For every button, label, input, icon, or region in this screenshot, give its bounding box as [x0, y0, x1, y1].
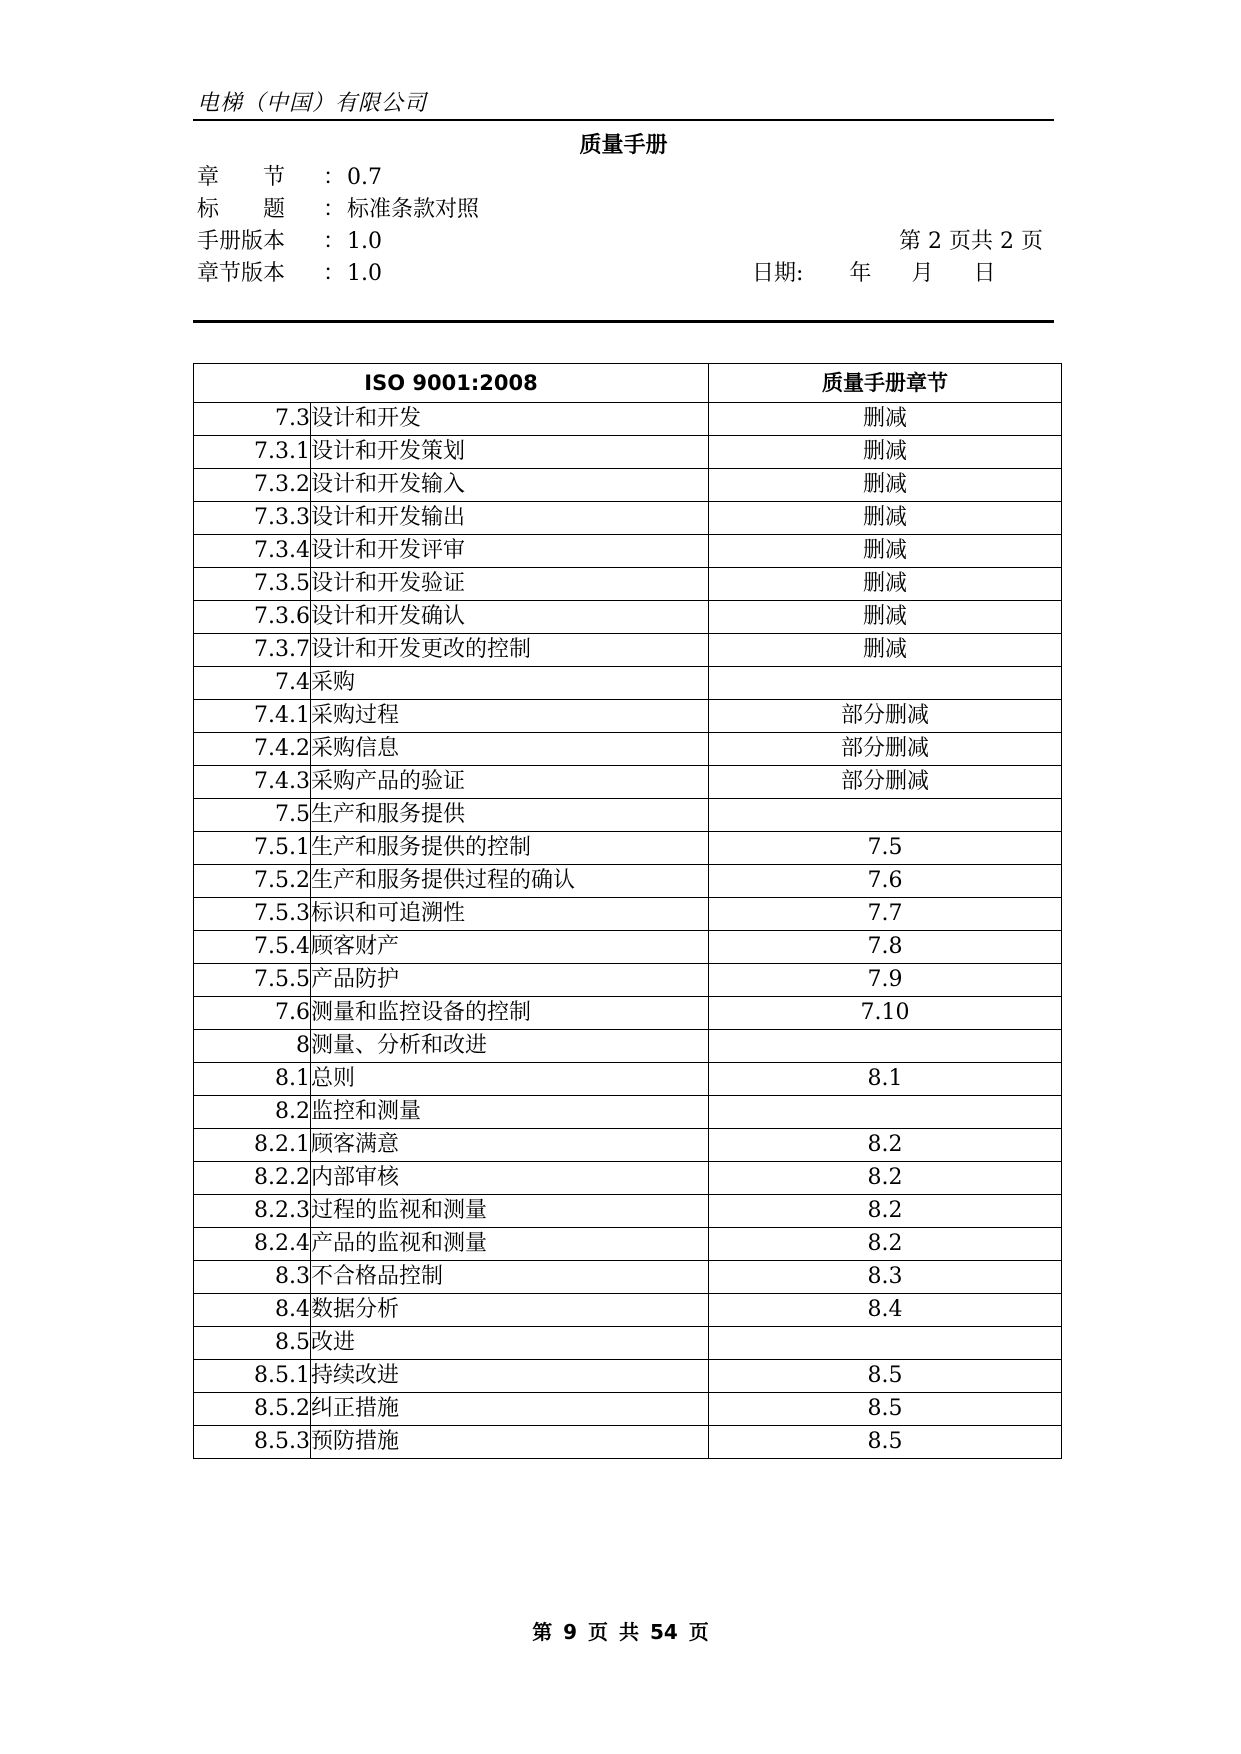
- table-row: [194, 634, 1062, 667]
- table-row: [194, 865, 1062, 898]
- clause-number: 8.2.2: [194, 1162, 311, 1195]
- table-header-row: [194, 364, 1062, 403]
- manual-chapter: 7.8: [709, 931, 1062, 964]
- manual-chapter: 7.5: [709, 832, 1062, 865]
- chapter-colon: ：: [323, 165, 346, 190]
- table-row: [194, 1030, 1062, 1063]
- manual-chapter: [709, 799, 1062, 832]
- clause-number: 7.5.3: [194, 898, 311, 931]
- clause-number: 8.2: [194, 1096, 311, 1129]
- date-year: 年: [849, 261, 872, 286]
- manual-chapter: 部分删减: [709, 766, 1062, 799]
- clause-number: 7.5.1: [194, 832, 311, 865]
- clause-name: 设计和开发验证: [311, 568, 709, 601]
- table-row: [194, 1327, 1062, 1360]
- table-row: [194, 964, 1062, 997]
- table-row: [194, 898, 1062, 931]
- clause-number: 8.5.2: [194, 1393, 311, 1426]
- manual-chapter: 8.3: [709, 1261, 1062, 1294]
- header-iso: ISO 9001:2008: [194, 364, 709, 403]
- table-row: [194, 1195, 1062, 1228]
- clause-name: 总则: [311, 1063, 709, 1096]
- meta-manual-version: [197, 224, 382, 255]
- manual-chapter: [709, 1030, 1062, 1063]
- clause-number: 7.4: [194, 667, 311, 700]
- table-row: [194, 1162, 1062, 1195]
- table-row: [194, 1360, 1062, 1393]
- clause-name: 纠正措施: [311, 1393, 709, 1426]
- table-row: [194, 1426, 1062, 1459]
- manual-chapter: [709, 1096, 1062, 1129]
- manual-chapter: 删减: [709, 403, 1062, 436]
- clause-number: 8.2.4: [194, 1228, 311, 1261]
- clause-name: 设计和开发策划: [311, 436, 709, 469]
- manual-chapter: 8.5: [709, 1360, 1062, 1393]
- clause-name: 过程的监视和测量: [311, 1195, 709, 1228]
- table-body: [194, 403, 1062, 1459]
- clause-name: 设计和开发: [311, 403, 709, 436]
- clause-name: 顾客满意: [311, 1129, 709, 1162]
- clause-name: 设计和开发评审: [311, 535, 709, 568]
- meta-divider: [193, 320, 1054, 323]
- chapter-label: 章 节: [197, 165, 286, 190]
- company-name: 电梯（中国）有限公司: [197, 91, 428, 116]
- table-row: [194, 832, 1062, 865]
- manual-chapter: 删减: [709, 535, 1062, 568]
- clause-number: 7.3.7: [194, 634, 311, 667]
- clause-name: 采购过程: [311, 700, 709, 733]
- table-row: [194, 469, 1062, 502]
- title-value: 标准条款对照: [347, 197, 480, 222]
- clause-number: 8.2.1: [194, 1129, 311, 1162]
- date-field: [752, 256, 995, 287]
- clause-name: 采购: [311, 667, 709, 700]
- chapter-version-colon: ：: [323, 261, 346, 286]
- table-row: [194, 1393, 1062, 1426]
- clause-number: 8: [194, 1030, 311, 1063]
- table-row: [194, 700, 1062, 733]
- clause-number: 7.3.2: [194, 469, 311, 502]
- table-row: [194, 568, 1062, 601]
- table-row: [194, 502, 1062, 535]
- clause-number: 7.3.4: [194, 535, 311, 568]
- chapter-value: 0.7: [347, 165, 382, 190]
- table-row: [194, 766, 1062, 799]
- clause-number: 7.3.1: [194, 436, 311, 469]
- clause-name: 采购产品的验证: [311, 766, 709, 799]
- manual-chapter: 8.4: [709, 1294, 1062, 1327]
- clause-name: 标识和可追溯性: [311, 898, 709, 931]
- clause-name: 设计和开发输入: [311, 469, 709, 502]
- manual-chapter: 删减: [709, 568, 1062, 601]
- clause-number: 7.5.2: [194, 865, 311, 898]
- table-row: [194, 436, 1062, 469]
- clause-number: 8.2.3: [194, 1195, 311, 1228]
- page-footer: 第 9 页 共 54 页: [532, 1620, 709, 1644]
- manual-chapter: 7.10: [709, 997, 1062, 1030]
- manual-chapter: 8.2: [709, 1162, 1062, 1195]
- clause-number: 7.3: [194, 403, 311, 436]
- title-colon: ：: [323, 197, 346, 222]
- manual-version-colon: ：: [323, 229, 346, 254]
- table-row: [194, 403, 1062, 436]
- clause-name: 产品防护: [311, 964, 709, 997]
- manual-chapter: 7.7: [709, 898, 1062, 931]
- clause-number: 7.3.5: [194, 568, 311, 601]
- clause-number: 7.6: [194, 997, 311, 1030]
- clause-name: 顾客财产: [311, 931, 709, 964]
- table-row: [194, 1228, 1062, 1261]
- manual-version-label: 手册版本: [197, 229, 286, 254]
- clause-name: 生产和服务提供过程的确认: [311, 865, 709, 898]
- clause-number: 7.5.5: [194, 964, 311, 997]
- iso-mapping-table: [193, 363, 1062, 1459]
- table-row: [194, 1294, 1062, 1327]
- clause-name: 预防措施: [311, 1426, 709, 1459]
- date-month: 月: [911, 261, 934, 286]
- clause-number: 7.4.1: [194, 700, 311, 733]
- table-row: [194, 1063, 1062, 1096]
- date-day: 日: [973, 261, 996, 286]
- manual-chapter: 删减: [709, 502, 1062, 535]
- clause-name: 测量、分析和改进: [311, 1030, 709, 1063]
- clause-name: 设计和开发确认: [311, 601, 709, 634]
- clause-number: 7.4.3: [194, 766, 311, 799]
- table-row: [194, 667, 1062, 700]
- manual-title: 质量手册: [579, 133, 668, 158]
- header-manual-chapter: 质量手册章节: [709, 364, 1062, 403]
- table-row: [194, 931, 1062, 964]
- clause-name: 采购信息: [311, 733, 709, 766]
- clause-name: 改进: [311, 1327, 709, 1360]
- title-label: 标 题: [197, 197, 286, 222]
- date-label: 日期:: [752, 261, 804, 286]
- clause-number: 8.5.3: [194, 1426, 311, 1459]
- manual-chapter: 部分删减: [709, 700, 1062, 733]
- clause-number: 8.3: [194, 1261, 311, 1294]
- meta-chapter: [197, 160, 382, 191]
- manual-chapter: 8.2: [709, 1129, 1062, 1162]
- table-row: [194, 601, 1062, 634]
- meta-title: [197, 192, 479, 223]
- clause-name: 不合格品控制: [311, 1261, 709, 1294]
- clause-name: 产品的监视和测量: [311, 1228, 709, 1261]
- manual-chapter: 删减: [709, 436, 1062, 469]
- manual-version-value: 1.0: [347, 229, 382, 254]
- manual-chapter: 7.9: [709, 964, 1062, 997]
- meta-chapter-version: [197, 256, 382, 287]
- manual-chapter: 删减: [709, 634, 1062, 667]
- page-info: 第 2 页共 2 页: [899, 229, 1043, 254]
- clause-name: 生产和服务提供的控制: [311, 832, 709, 865]
- manual-chapter: 部分删减: [709, 733, 1062, 766]
- table-row: [194, 799, 1062, 832]
- clause-number: 8.1: [194, 1063, 311, 1096]
- manual-chapter: 8.5: [709, 1426, 1062, 1459]
- clause-number: 7.3.3: [194, 502, 311, 535]
- table-row: [194, 997, 1062, 1030]
- clause-name: 设计和开发更改的控制: [311, 634, 709, 667]
- clause-name: 生产和服务提供: [311, 799, 709, 832]
- table-row: [194, 535, 1062, 568]
- manual-chapter: 删减: [709, 601, 1062, 634]
- clause-number: 8.5: [194, 1327, 311, 1360]
- manual-chapter: [709, 1327, 1062, 1360]
- manual-chapter: 8.1: [709, 1063, 1062, 1096]
- clause-name: 数据分析: [311, 1294, 709, 1327]
- clause-name: 设计和开发输出: [311, 502, 709, 535]
- chapter-version-value: 1.0: [347, 261, 382, 286]
- manual-chapter: 删减: [709, 469, 1062, 502]
- manual-chapter: 8.2: [709, 1195, 1062, 1228]
- clause-number: 7.4.2: [194, 733, 311, 766]
- table-row: [194, 1261, 1062, 1294]
- manual-chapter: [709, 667, 1062, 700]
- clause-name: 持续改进: [311, 1360, 709, 1393]
- manual-chapter: 8.5: [709, 1393, 1062, 1426]
- clause-number: 8.4: [194, 1294, 311, 1327]
- manual-chapter: 8.2: [709, 1228, 1062, 1261]
- clause-name: 内部审核: [311, 1162, 709, 1195]
- table-row: [194, 1129, 1062, 1162]
- table-row: [194, 733, 1062, 766]
- header-divider: [193, 119, 1054, 121]
- clause-number: 7.3.6: [194, 601, 311, 634]
- clause-number: 7.5: [194, 799, 311, 832]
- clause-number: 8.5.1: [194, 1360, 311, 1393]
- clause-name: 监控和测量: [311, 1096, 709, 1129]
- table-row: [194, 1096, 1062, 1129]
- chapter-version-label: 章节版本: [197, 261, 286, 286]
- manual-chapter: 7.6: [709, 865, 1062, 898]
- clause-name: 测量和监控设备的控制: [311, 997, 709, 1030]
- clause-number: 7.5.4: [194, 931, 311, 964]
